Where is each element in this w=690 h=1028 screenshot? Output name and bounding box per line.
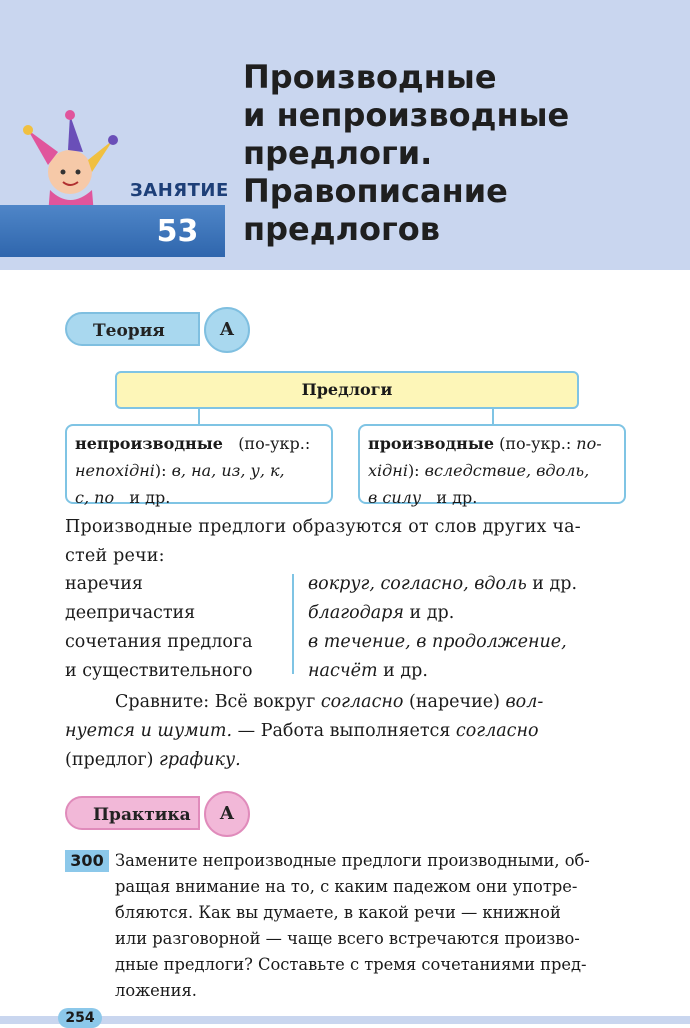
examples: вследствие, вдоль,	[424, 461, 590, 480]
examples: в силу	[368, 488, 422, 507]
table-cell: вокруг, согласно, вдоль	[308, 574, 527, 594]
compare-text: графику.	[159, 750, 241, 770]
compare-text: согласно	[455, 721, 539, 741]
examples: с, по	[75, 488, 115, 507]
table-cell: и др.	[403, 603, 455, 623]
table-right-column	[308, 570, 628, 686]
ukr-word: по-	[576, 434, 602, 453]
rule-line: Производные предлоги образуются от слов других ча-	[65, 517, 581, 537]
theory-label: Теория	[65, 312, 200, 346]
diagram-connector	[198, 407, 200, 424]
derived-box: производные (по-укр.: по- хідні): вследствие, вдоль, в силу и др.	[358, 424, 626, 504]
table-cell: насчёт	[308, 661, 378, 681]
theory-level-badge: А	[204, 307, 250, 353]
footer-band	[0, 1016, 690, 1024]
table-cell: деепричастия	[65, 603, 196, 623]
practice-label: Практика	[65, 796, 200, 830]
exercise-number: 300	[65, 850, 109, 872]
title-line: предлогов	[243, 210, 440, 248]
note: (по-укр.:	[499, 434, 572, 453]
compare-text: вол-	[505, 692, 544, 712]
exercise-line: Замените непроизводные предлоги производными, об-	[115, 851, 590, 870]
exercise-text	[115, 848, 630, 1004]
practice-level-badge: А	[204, 791, 250, 837]
table-cell: и др.	[377, 661, 428, 681]
table-cell: сочетания предлога	[65, 632, 253, 652]
page-number: 254	[58, 1008, 102, 1028]
lesson-label: ЗАНЯТИЕ	[130, 180, 229, 201]
exercise-line: ращая внимание на то, с каким падежом они употре-	[115, 877, 578, 896]
derived-term: производные	[368, 434, 495, 453]
table-cell: и существительного	[65, 661, 253, 681]
table-divider	[292, 574, 294, 674]
table-cell: благодаря	[308, 603, 404, 623]
exercise-line: ложения.	[115, 981, 197, 1000]
compare-text: Сравните: Всё вокруг	[115, 692, 321, 712]
diagram-connector	[492, 407, 494, 424]
page-title	[243, 58, 663, 248]
title-line: Производные	[243, 58, 497, 96]
rule-paragraph	[65, 513, 620, 571]
nonderived-term: непроизводные	[75, 434, 223, 453]
title-line: и непроизводные	[243, 96, 570, 134]
etc: и др.	[129, 488, 171, 507]
table-cell: наречия	[65, 574, 143, 594]
compare-text: (предлог)	[65, 750, 160, 770]
table-left-column	[65, 570, 290, 686]
title-line: Правописание	[243, 172, 508, 210]
compare-paragraph	[65, 688, 630, 775]
table-cell: и др.	[526, 574, 578, 594]
table-cell: в течение, в продолжение,	[308, 632, 567, 652]
diagram-top-box: Предлоги	[115, 371, 579, 409]
compare-text: — Работа выполняется	[232, 721, 456, 741]
exercise-line: дные предлоги? Составьте с тремя сочетаниями пред-	[115, 955, 587, 974]
exercise-line: или разговорной — чаще всего встречаются произво-	[115, 929, 580, 948]
ukr-word: хідні	[368, 461, 408, 480]
etc: и др.	[436, 488, 478, 507]
note: (по-укр.:	[238, 434, 311, 453]
exercise-line: бляются. Как вы думаете, в какой речи — книжной	[115, 903, 561, 922]
nonderived-box: непроизводные (по-укр.: непохідні): в, на, из, у, к, с, по и др.	[65, 424, 333, 504]
title-line: предлоги.	[243, 134, 433, 172]
compare-text: нуется и шумит.	[65, 721, 233, 741]
compare-text: согласно	[320, 692, 404, 712]
rule-line: стей речи:	[65, 546, 165, 566]
lesson-number: 53	[156, 214, 199, 249]
compare-text: (наречие)	[403, 692, 506, 712]
ukr-word: непохідні	[75, 461, 155, 480]
examples: в, на, из, у, к,	[171, 461, 285, 480]
